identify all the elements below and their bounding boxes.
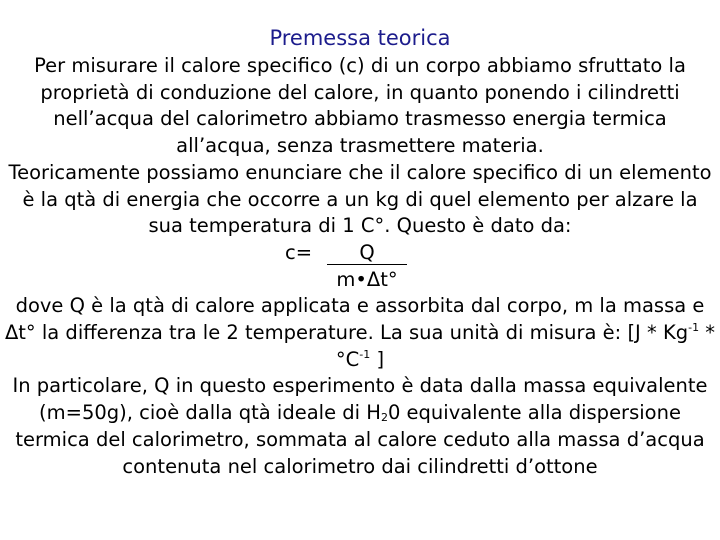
formula-lhs: c= — [285, 240, 313, 264]
unit-close: ] — [370, 347, 385, 371]
slide-title: Premessa teorica — [269, 26, 451, 50]
formula-numerator: Q — [359, 240, 375, 264]
specific-heat-formula — [4, 240, 716, 293]
paragraph-experiment — [4, 373, 716, 480]
experiment-text-end: 0 equivalente alla dispersione termica del calorimetro, sommata al calore ceduto alla massa d’acqua contenuta nel calorimetro dai cilindretti d’ottone — [15, 401, 705, 478]
slide-body — [4, 53, 716, 480]
h2o-subscript: 2 — [380, 411, 388, 425]
explanation-text: dove Q è la qtà di calore applicata e assorbita dal corpo, m la massa e Δt° la differenza tra le 2 temperature. La sua unità di misura è: [J * Kg — [4, 294, 705, 345]
paragraph-explanation — [4, 293, 716, 373]
unit-exponent-kg: -1 — [688, 321, 700, 335]
unit-exponent-celsius: -1 — [359, 347, 371, 361]
paragraph-intro: Per misurare il calore specifico (c) di un corpo abbiamo sfruttato la proprietà di conduzione del calore, in quanto ponendo i cilindretti nell’acqua del calorimetro abbiamo trasmesso energia termica all’acqua, senza trasmettere materia. — [34, 54, 686, 158]
unit-celsius: * °C — [335, 321, 716, 371]
paragraph-definition: Teoricamente possiamo enunciare che il calore specifico di un elemento è la qtà di energia che occorre a un kg di quel elemento per alzare la sua temperatura di 1 C°. Questo è dato da: — [8, 160, 712, 238]
formula-fraction-bar — [327, 264, 407, 265]
formula-denominator: m•Δt° — [336, 267, 398, 291]
experiment-text: In particolare, Q in questo esperimento è data dalla massa equivalente (m=50g), cioè dalla qtà ideale di H — [12, 374, 708, 425]
